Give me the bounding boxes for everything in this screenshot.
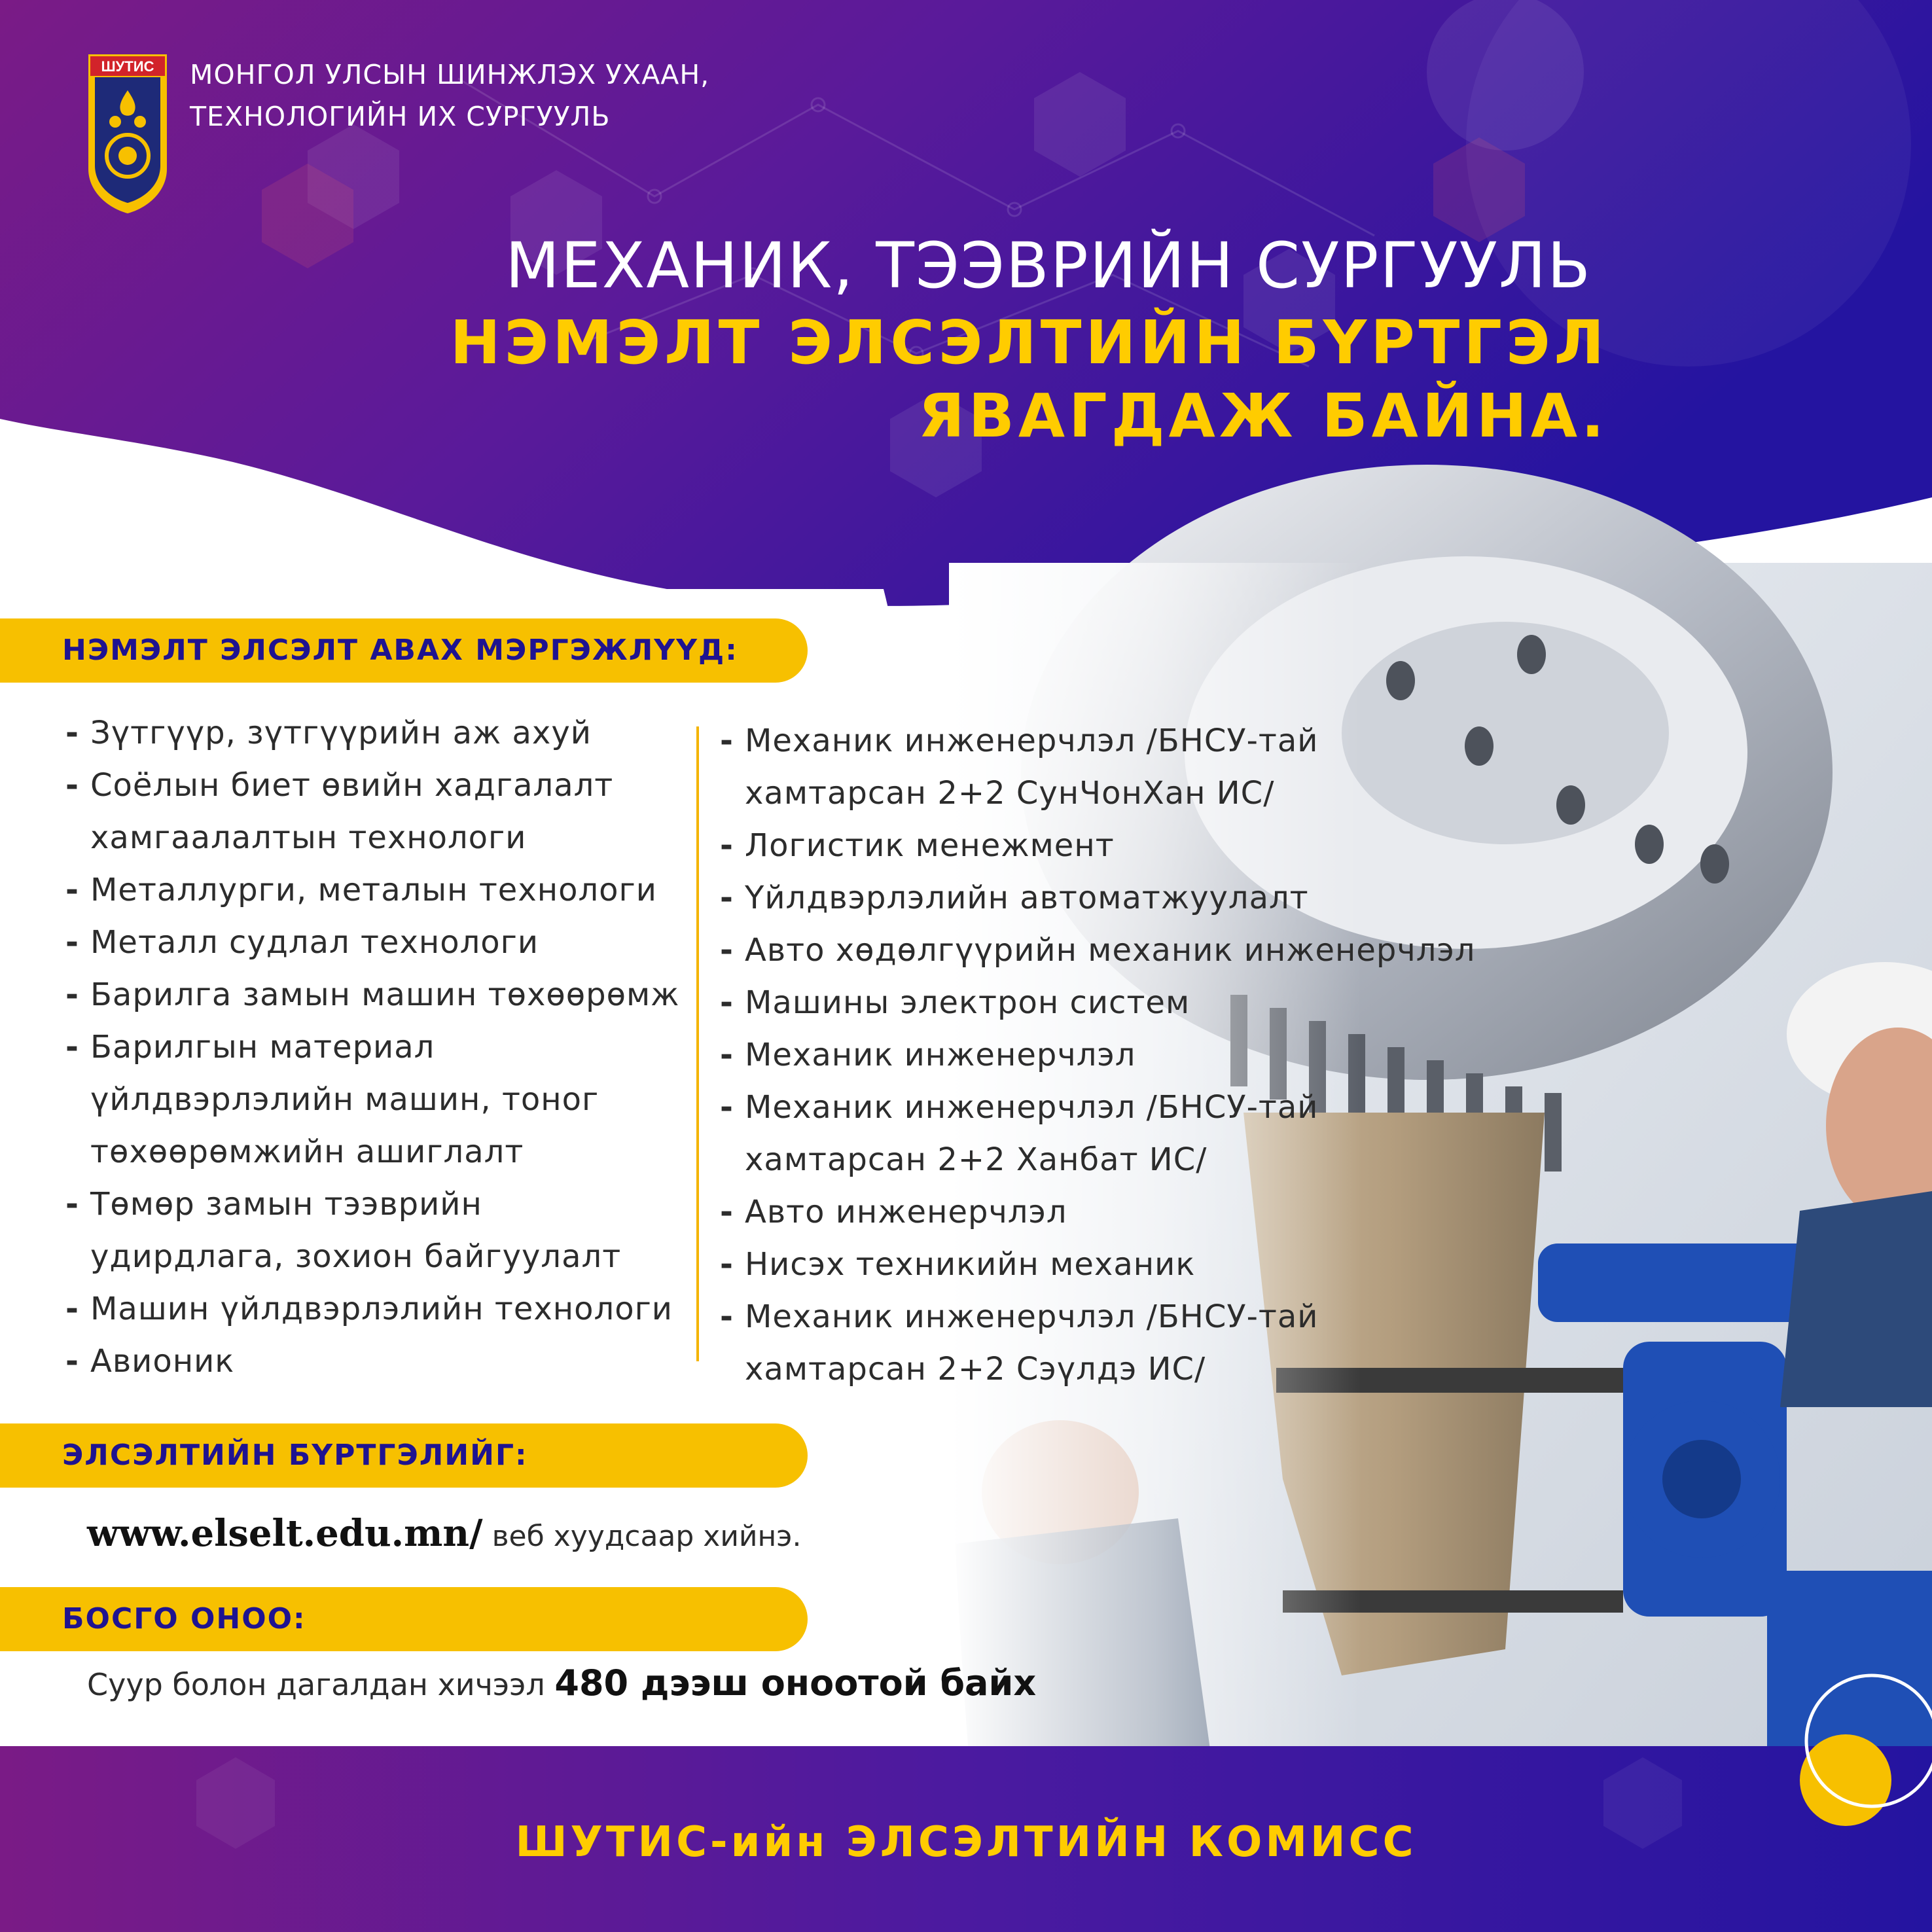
- score-heading: БОСГО ОНОО:: [62, 1602, 306, 1636]
- major-list-item: [720, 1238, 1505, 1291]
- major-name-line: хамтарсан 2+2 Сэүлдэ ИС/: [745, 1351, 1206, 1387]
- major-name-line: үйлдвэрлэлийн машин, тоног: [90, 1081, 599, 1118]
- university-name: [190, 54, 709, 137]
- university-crest-icon: [85, 51, 170, 215]
- major-name-line: удирдлага, зохион байгуулалт: [90, 1238, 622, 1275]
- major-list-item: [720, 872, 1505, 924]
- registration-url-link[interactable]: www.elselt.edu.mn/: [87, 1512, 483, 1555]
- major-list-item: [720, 1186, 1505, 1238]
- major-name-line: - Авионик: [90, 1343, 235, 1380]
- registration-line: [87, 1512, 801, 1555]
- major-list-item: [65, 916, 694, 969]
- registration-suffix: веб хуудсаар хийнэ.: [482, 1520, 802, 1553]
- admission-committee-footer: ШУТИС-ийн ЭЛСЭЛТИЙН КОМИСС: [515, 1818, 1417, 1867]
- major-list-item: [65, 1021, 694, 1178]
- major-name-line: - Механик инженерчлэл /БНСУ-тай: [745, 723, 1319, 759]
- major-name-line: хамгаалалтын технологи: [90, 819, 527, 856]
- score-prefix: Суур болон дагалдан хичээл: [87, 1667, 555, 1702]
- list-divider: [696, 726, 699, 1361]
- major-name-line: - Металлурги, металын технологи: [90, 872, 657, 908]
- major-name-line: - Механик инженерчлэл /БНСУ-тай: [745, 1089, 1319, 1126]
- score-value: 480 дээш оноотой байх: [554, 1662, 1037, 1704]
- major-name-line: - Металл судлал технологи: [90, 924, 539, 961]
- headline-line-2: ЯВАГДАЖ БАЙНА.: [918, 381, 1608, 451]
- major-name-line: - Машин үйлдвэрлэлийн технологи: [90, 1291, 673, 1327]
- major-name-line: - Механик инженерчлэл: [745, 1037, 1136, 1073]
- major-name-line: - Нисэх техникийн механик: [745, 1246, 1196, 1283]
- major-name-line: - Механик инженерчлэл /БНСУ-тай: [745, 1298, 1319, 1335]
- university-name-line1: МОНГОЛ УЛСЫН ШИНЖЛЭХ УХААН,: [190, 59, 710, 90]
- major-list-item: [65, 1283, 694, 1335]
- major-name-line: хамтарсан 2+2 Ханбат ИС/: [745, 1141, 1208, 1178]
- major-list-item: [720, 715, 1505, 819]
- major-list-item: [65, 707, 694, 759]
- major-name-line: - Авто хөдөлгүүрийн механик инженерчлэл: [745, 932, 1476, 969]
- school-title: МЕХАНИК, ТЭЭВРИЙН СУРГУУЛЬ: [505, 229, 1592, 302]
- majors-heading: НЭМЭЛТ ЭЛСЭЛТ АВАХ МЭРГЭЖЛҮҮД:: [62, 634, 738, 667]
- major-list-item: [65, 969, 694, 1021]
- registration-heading: ЭЛСЭЛТИЙН БҮРТГЭЛИЙГ:: [62, 1439, 528, 1472]
- major-name-line: - Барилга замын машин төхөөрөмж: [90, 976, 680, 1013]
- major-name-line: - Соёлын биет өвийн хадгалалт: [90, 767, 614, 804]
- major-list-item: [720, 1081, 1505, 1186]
- major-list-item: [65, 1178, 694, 1283]
- majors-list-right: [720, 715, 1505, 1395]
- major-list-item: [720, 924, 1505, 976]
- major-name-line: - Логистик менежмент: [745, 827, 1115, 864]
- university-name-line2: ТЕХНОЛОГИЙН ИХ СУРГУУЛЬ: [190, 101, 611, 132]
- major-name-line: - Авто инженерчлэл: [745, 1194, 1067, 1230]
- major-list-item: [65, 1335, 694, 1387]
- headline-line-1: НЭМЭЛТ ЭЛСЭЛТИЙН БҮРТГЭЛ: [450, 308, 1608, 378]
- svg-text:ШУТИС: ШУТИС: [101, 58, 154, 75]
- major-name-line: - Зүтгүүр, зүтгүүрийн аж ахуй: [90, 715, 592, 751]
- major-name-line: хамтарсан 2+2 СунЧонХан ИС/: [745, 775, 1275, 812]
- major-name-line: - Төмөр замын тээврийн: [90, 1186, 482, 1223]
- major-name-line: - Машины электрон систем: [745, 984, 1190, 1021]
- major-list-item: [720, 976, 1505, 1029]
- major-list-item: [65, 759, 694, 864]
- major-list-item: [720, 1291, 1505, 1395]
- major-name-line: - Барилгын материал: [90, 1029, 435, 1065]
- major-name-line: - Үйлдвэрлэлийн автоматжуулалт: [745, 880, 1309, 916]
- major-list-item: [720, 819, 1505, 872]
- threshold-score-line: [87, 1662, 1036, 1704]
- major-list-item: [65, 864, 694, 916]
- major-name-line: төхөөрөмжийн ашиглалт: [90, 1134, 524, 1170]
- majors-list-left: [65, 707, 694, 1387]
- major-list-item: [720, 1029, 1505, 1081]
